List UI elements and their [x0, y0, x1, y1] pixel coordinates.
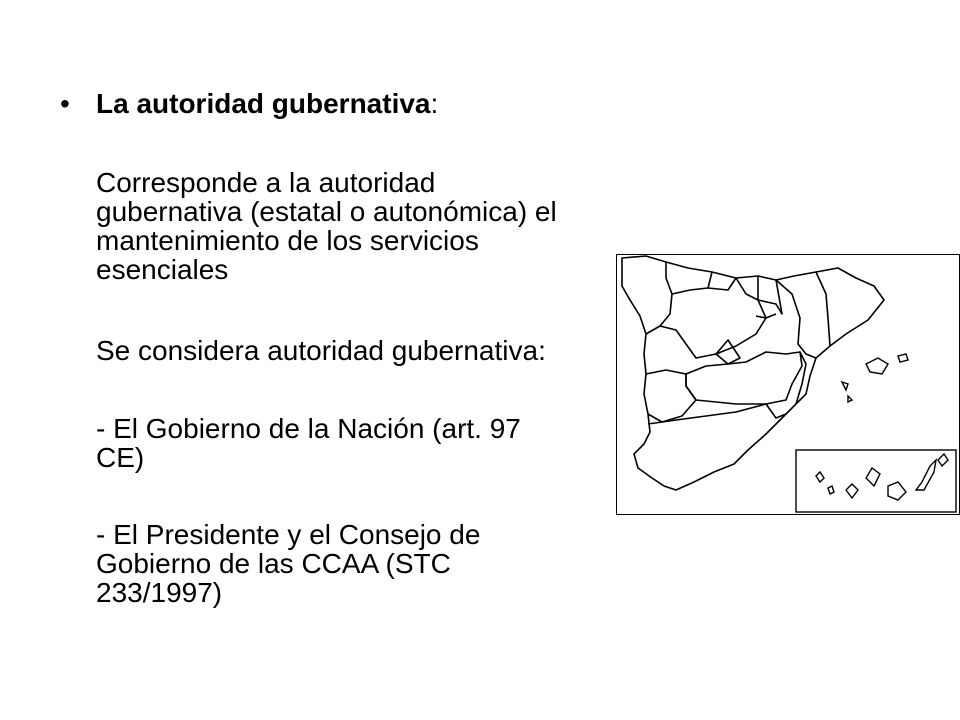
list-item-line: Gobierno de las CCAA (STC: [96, 548, 451, 579]
paragraph-definition: [96, 168, 557, 284]
paragraph-line: mantenimiento de los servicios: [96, 225, 479, 256]
list-item-gobierno: [96, 414, 521, 472]
slide-heading: [96, 86, 438, 122]
bullet-dot: •: [60, 88, 70, 119]
heading-colon: :: [430, 88, 439, 119]
paragraph-line: esenciales: [96, 254, 229, 285]
paragraph-considera: Se considera autoridad gubernativa:: [96, 335, 546, 366]
list-item-line: - El Presidente y el Consejo de: [96, 519, 481, 550]
paragraph-line: Corresponde a la autoridad: [96, 167, 436, 198]
heading-bold: La autoridad gubernativa: [96, 88, 431, 119]
list-item-line: CE): [96, 442, 145, 473]
spain-map-icon: [616, 254, 960, 515]
list-item-line: - El Gobierno de la Nación (art. 97: [96, 413, 521, 444]
spain-map-image: [616, 254, 960, 515]
paragraph-line: gubernativa (estatal o autonómica) el: [96, 196, 557, 227]
list-item-presidente: [96, 520, 480, 607]
list-item-line: 233/1997): [96, 577, 223, 608]
